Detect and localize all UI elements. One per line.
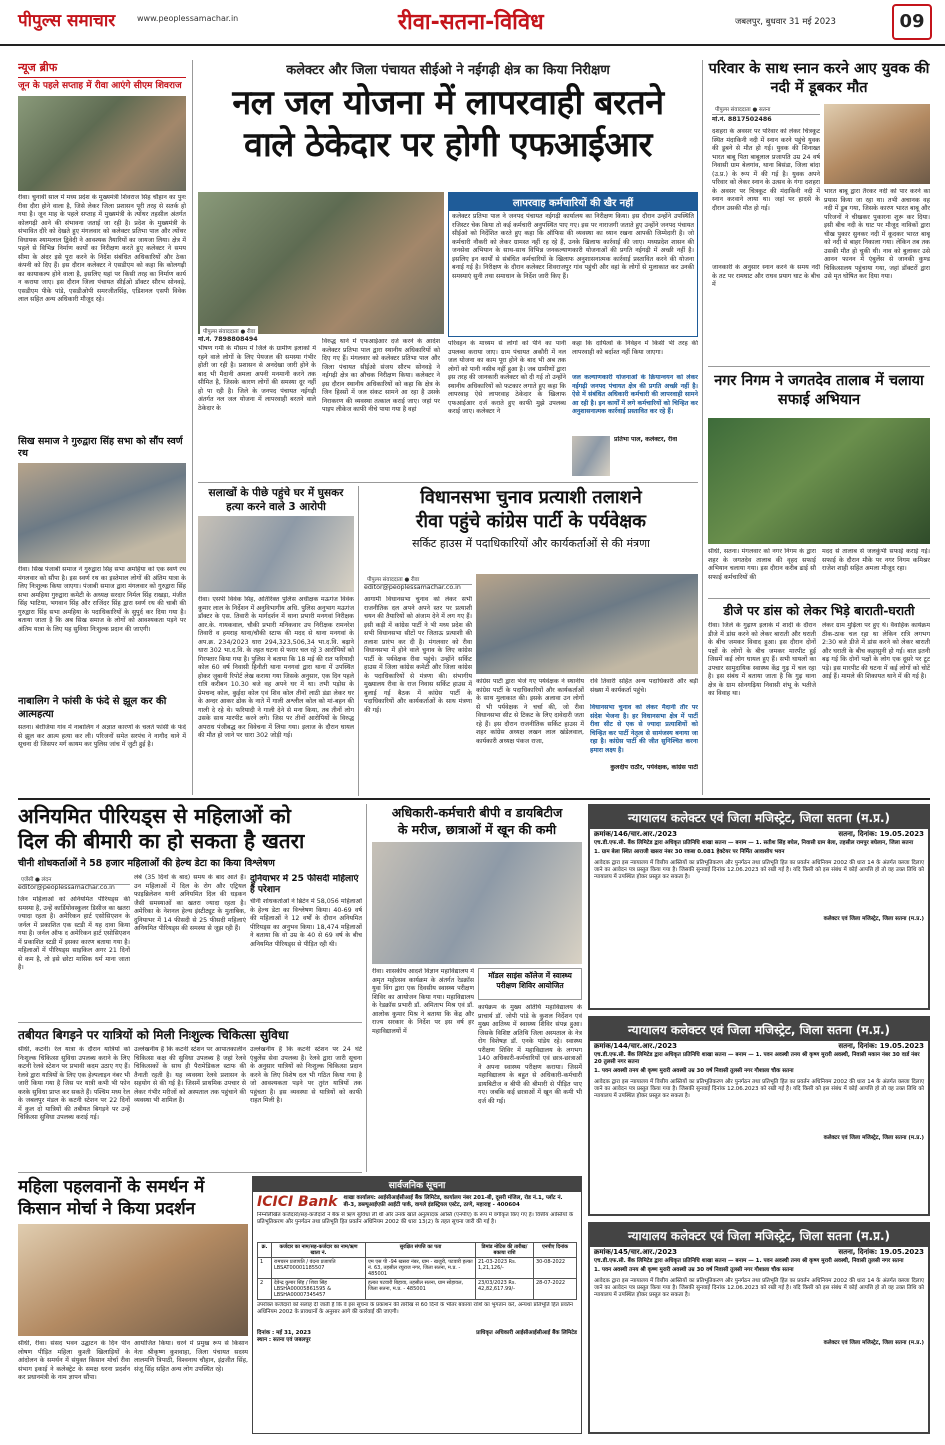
table-row xyxy=(258,1258,577,1279)
bp-body: कार्यक्रम के मुख्य अतिथि महाविद्यालय के प्राचार्य डॉ. जोपी पांडे के कुशल निर्देशन एवं मुख्य आतिथ्य में स्वास्थ्य शिविर संपन्न हुआ। जिसके विशिष्ट अतिथि जिला अस्पताल के नेत्र रोग विशेषज्ञ डॉ. एनके पांडेय रहे। स्वास्थ्य परीक्षण शिविर में महाविद्यालय के लगभग 140 अधिकारी-कर्मचारियों एवं छात्र-छात्राओं ने अपना स्वास्थ्य परीक्षण कराया। जिसमें महाविद्यालय के बहुत से अधिकारी-कर्मचारी डायबिटीज व बीपी की बीमारी से पीड़ित पाए गए। जबकि कई छात्राओं में खून की कमी भी दर्ज की गई। xyxy=(478,1004,582,1105)
court-body: आवेदक द्वारा इस न्यायालय में वित्तीय आस्तियों का प्रतिभूतिकरण और पुनर्गठन तथा प्रतिभूति हित का प्रवर्तन अधिनियम 2002 की धारा 14 के अंतर्गत कब्जा दिलाए जाने का आवेदन पत्र प्रस्तुत किया गया है। जिसकी सुनवाई दिनांक 12.06.2023 को रखी गई है। यदि किसी को इस संबंध में कोई आपत्ति हो तो वह उक्त तिथि को न्यायालय में उपस्थित होकर प्रस्तुत कर सकता है। xyxy=(594,860,924,880)
wrestlers-body: आयोजित किया। धरने में प्रमुख रूप से किसान नेता श्रीकृष्ण कुशवाहा, जिला पंचायत सदस्य लालमणि त्रिपाठी, विश्वनाथ चौहान, इंद्रजीत सिंह, संजू सिंह सहित अन्य लोग उपस्थित रहे। xyxy=(134,1340,248,1373)
lead-body: परिवहन के माध्यम से लोगों को पीने का पानी उपलब्ध कराया जाए। ग्राम पंचायत अकौरी में नल जल योजना का काम पूरा होने के बाद भी अब तक लोगों को पानी नसीब नहीं हुआ है। जब ग्रामीणों द्वारा इस तरह की जानकारी कलेक्टर को दी गई तो उन्होंने स्थानीय अधिकारियों को फटकार लगाते हुए कहा कि लापरवाह ऐसे लापरवाह ठेकेदार के खिलाफ एफआईआर दर्ज कराते हुए काफी मुझे उपलब्ध कराई जाए। कलेक्टर ने xyxy=(448,340,566,415)
icici-table xyxy=(257,1242,577,1300)
dj-story-headline: डीजे पर डांस को लेकर भिड़े बाराती-घराती xyxy=(723,603,915,618)
court-notice-title: न्यायालय कलेक्टर एवं जिला मजिस्ट्रेट, जिला सतना (म.प्र.) xyxy=(590,806,928,829)
table-row xyxy=(258,1279,577,1300)
court-notice-title: न्यायालय कलेक्टर एवं जिला मजिस्ट्रेट, जिला सतना (म.प्र.) xyxy=(590,1224,928,1247)
periods-byline: एजेंसी ● लंदन xyxy=(18,874,130,885)
court-date: सतना, दिनांक: 19.05.2023 xyxy=(838,1248,924,1256)
table-cell: 1 xyxy=(258,1258,272,1279)
brief-headline: जून के पहले सप्ताह में रीवा आएंगे सीएम शिवराज xyxy=(18,81,182,91)
dj-story-body: रीवा। जिले के गुढ़ाण इलाके में शादी के दौरान डीजे में डांस करने को लेकर बाराती और घराती के बीच जमकर विवाद हुआ। इस दौरान दोनों पक्षों के लोगों के बीच जमकर मारपीट हुई जिसमें कई लोग घायल हुए हैं। सभी घायलों का उपचार सामुदायिक स्वास्थ्य केंद्र गुढ़ में चल रहा है। इस संबंध में बताया जाता है कि गुढ़ थाना क्षेत्र के ग्राम सोनगढ़िया निवासी शंभू के भतीजे का विवाह था। xyxy=(708,622,816,697)
murder-story-headline: सलाखों के पीछे पहुंचे घर में घुसकर हत्या करने वाले 3 आरोपी xyxy=(208,487,344,513)
lead-photo-caption: पीपुल्स संवाददाता ● रीवा xyxy=(200,326,258,336)
lead-body: विरुद्ध थाने में एफआईआर दर्ज करने के आदेश कलेक्टर प्रतिभा पाल द्वारा स्थानीय अधिकारियों को दिए गए हैं। मंगलवार को कलेक्टर प्रतिभा पाल और जिला पंचायत सीईओ संजय सौरभ सोनवड़े ने नईगढ़ी क्षेत्र का औचक निरीक्षण किया। कलेक्टर ने इस दौरान स्थानीय अधिकारियों को कहा कि क्षेत्र के जिन हिस्सों में जल संकट सामने आ रहा है उसके निराकरण की व्यवस्था तत्काल कराई जाए। जहां पर पाइप लीकेज काफी नीचे पाया गया है वहां xyxy=(322,338,440,413)
quote-by: प्रतिभा पाल, कलेक्टर, रीवा xyxy=(614,436,678,443)
court-property: 1. पवन अवस्थी तनय श्री कृष्ण मुरारी अवस्थी उम्र 30 वर्ष निवासी तुलसी नगर गौशाला चौक सतना xyxy=(594,1068,794,1074)
table-header: एनपीए दिनांक xyxy=(534,1243,577,1258)
congress-photo-caption: रवि तिवारी सहित अन्य पदाधिकारी और बड़ी संख्या में कार्यकर्ता पहुंचे। xyxy=(590,678,698,694)
drowning-headline: परिवार के साथ स्नान करने आए युवक की नदी में डूबकर मौत xyxy=(708,61,930,96)
lead-headline: नल जल योजना में लापरवाही बरतने वाले ठेकेदार पर होगी एफआईआर xyxy=(232,83,664,165)
icici-notice-header: सार्वजनिक सूचना xyxy=(253,1177,581,1192)
murder-body: रीवा। एसपी विवेक सिंह, अतिरिक्त पुलिस अधीक्षक मऊगंज विवेक कुमार लाल के निर्देशन में अनुविभागीय अधि. पुलिस अनुभाग मऊगंज डॉक्टर के एस. तिवारी के मार्गदर्शन में थाना प्रभारी मनगवां निरीक्षक आर.के. गायकवाल, चौकी प्रभारी मनिकवार उप निरीक्षक रामनरेश तिवारी व हमराह थाना/चौकी स्टाफ की मदद से थाना मनगवां के अप.क्र. 234/2023 धारा 294,323,506,34 भा.द.वि. बढ़ाने धारा 302 भा.द.वि. के तहत घटना से फरार चल रहे 3 आरोपियों को गिरफ्तार किया गया है। पुलिस ने बताया कि 18 मई की रात फरियादी कोल 60 वर्ष निवासी हिनौती थाना मनगवां द्वारा थाना में उपस्थित होकर जुबानी रिपोर्ट लेख कराया गया जिसके अनुसार, एक दिन पहले रात्रि करीबन 10.30 बजे वह अपने घर में था। तभी पड़ोस के प्रेमचन्द कोल, कुईदा कोल एवं शिव कोल तीनों लाठी डंडा लेकर घर के अन्दर आकर ढोक के नाते में गाली अश्लील कोल को मां-बहन की गाली दे रहे थे। फरियादी ने गाली देने से मना किया, तब तीनों लोग उसके साथ मारपीट करने लगे। जिस पर तीनों आरोपियों के विरुद्ध अपराध पंजीबद्ध कर विवेचना में लिया गया। इलाज के दौरान घायल की मौत हो जाने पर धारा 302 जोड़ी गई। xyxy=(198,596,354,739)
brief-body: सतना। बेरोजिया गांव में नाबालिग ने अज्ञात कारणों के चलते फांसी के फंदे से झूल कर आत्म हत्या कर ली। परिजनों समेत सरपंच ने नागौद थाने में सूचना दी जिसपर मर्ग कायम कर पुलिस जांच में जुटी हुई है। xyxy=(18,724,186,748)
periods-story xyxy=(18,804,362,869)
congress-headline: विधानसभा चुनाव प्रत्याशी तलाशने रीवा पहुंचे कांग्रेस पार्टी के पर्यवेक्षक xyxy=(416,487,646,532)
news-brief-label: न्यूज ब्रीफ xyxy=(18,60,186,78)
drowning-photo xyxy=(824,104,930,184)
wrestlers-photo xyxy=(18,1224,248,1336)
brief-photo xyxy=(18,96,186,191)
brief-body: रीवा। सिख पंजाबी समाज ने गुरुद्वारा सिंह सभा अमहिया को एक स्वर्ण रथ मंगलवार को सौंपा है। इस स्वर्ण रथ का इस्तेमाल लोगों की अंतिम यात्रा के लिए निःशुल्क किया जाएगा। पंजाबी समाज द्वारा मंगलवार को गुरुद्वारा सिंह सभा अमहिया गुरुद्वारा कमेटी के अध्यक्ष सरदार निर्मल सिंह राखड़ा, मंजीत सिंह भाटिया, भगवान सिंह और राजिंदर सिंह द्वारा स्वर्ण रथ की चाबी की गुरुद्वारा सिंह सभा अमहिया के पदाधिकारियों के सुपुर्द कर दिया गया है। बताया जाता है कि अब सिख समाज के लोगों को आवश्यकता पड़ने पर अंतिम यात्रा के लिए यह सुविधा निःशुल्क प्रदान की जाएगी। xyxy=(18,566,186,633)
lead-photo xyxy=(198,192,444,334)
court-signature: कलेक्टर एवं जिला मजिस्ट्रेट, जिला सतना (म.प्र.) xyxy=(823,1135,924,1141)
icici-date: दिनांक : मई 31, 2023 xyxy=(257,1330,311,1336)
bp-headline: अधिकारी-कर्मचारी बीपी व डायबिटीज के मरीज, छात्राओं में खून की कमी xyxy=(391,805,563,837)
lead-quote xyxy=(572,374,698,478)
lead-sub-box xyxy=(448,192,698,337)
congress-quote xyxy=(590,704,698,794)
drowning-body: जानकारी के अनुसार स्नान करने के समय नदी के तट पर रामघाट और राघव प्रयाग घाट के बीच में xyxy=(712,264,820,288)
table-header: डिमांड नोटिस की तारीख/बकाया राशि xyxy=(476,1243,534,1258)
court-signature: कलेक्टर एवं जिला मजिस्ट्रेट, जिला सतना (म.प्र.) xyxy=(823,1340,924,1346)
page-number: 09 xyxy=(892,4,932,40)
rail-body: सीधी, कटनी। रेल यात्रा के दौरान यात्रियों को निःशुल्क चिकित्सा सुविधा उपलब्ध कराने के लिए कटनी रेलवे स्टेशन पर प्रभावी कदम उठाए गए हैं। रेलवे द्वारा यात्रियों के लिए एक हेल्पलाइन नंबर भी जारी किया गया है जिस पर यात्री कभी भी फोन करके सुविधा प्राप्त कर सकते हैं। पश्चिम मध्य रेल के जबलपुर मंडल के कटनी स्टेशन पर 22 दिनों में कुल दो यात्रियों की तबीयत बिगड़ने पर उन्हें चिकित्सा सुविधा उपलब्ध कराई गई। xyxy=(18,1046,130,1121)
court-date: सतना, दिनांक: 19.05.2023 xyxy=(838,830,924,838)
congress-byline: पीपुल्स संवाददाता ● रीवा xyxy=(364,574,472,585)
congress-story xyxy=(364,486,698,551)
table-header: क्र. xyxy=(258,1243,272,1258)
periods-email: editor@peoplessamachar.co.in xyxy=(18,884,115,891)
drowning-body: दशहरा के अवसर पर परिवार को लेकर चित्रकूट स्थित मंदाकिनी नदी में स्नान करने पहुंचे युवक की डूबने से मौत हो गई। युवक की शिनाख्त भारत बाबू पिता बाबूलाल प्रजापति उम्र 24 वर्ष निवासी ग्राम बेलगांव, थाना बिसंडा, जिला बांदा (उ.प्र.) के रूप में की गई है। युवक अपने परिवार को लेकर स्नान के उत्सव के गंगा दशहरा के अवसर पर चित्रकूट की मंदाकिनी नदी में स्नान करवाने लाया था। जहां पर हादसे के दौरान उसकी मौत हो गई। xyxy=(712,128,820,212)
bp-body: रीवा। शासकीय आदर्श विज्ञान महाविद्यालय में अमृत महोत्सव कार्यक्रम के अंतर्गत रेडक्रॉस युवा विंग द्वारा एक दिवसीय स्वास्थ्य परीक्षण शिविर का आयोजन किया गया। महाविद्यालय के रेडक्रॉस प्रभारी डॉ. अमिताभ मिश्र एवं डॉ. आलोक कुमार मिश्र ने बताया कि केंद्र और राज्य सरकार के निर्देश पर इस वर्ष हर महाविद्यालयों में xyxy=(372,968,474,1035)
lead-kicker: कलेक्टर और जिला पंचायत सीईओ ने नईगढ़ी क्षेत्र का किया निरीक्षण xyxy=(286,63,610,78)
nagar-nigam-body: मदद से तालाब से जलकुंभी सफाई कराई गई। सफाई के दौरान मौके पर नगर निगम कमिश्नर राजेश शाही सहित अमला मौजूद रहा। xyxy=(822,548,930,572)
table-cell: 23/03/2023 Rs. 42,82,617.99/- xyxy=(476,1279,534,1300)
sub-box-body: कलेक्टर प्रतिभा पाल ने जनपद पंचायत नईगढ़ी कार्यालय का निरीक्षण किया। इस दौरान उन्होंने उपस्थिति रजिस्टर चेक किया तो कई कर्मचारी अनुपस्थित पाए गए। इस पर नाराजगी जताते हुए उन्होंने जनपद पंचायत सीईओ को निर्देशित करते हुए कहा कि ऑफिस की व्यवस्था का ध्यान रखना आपकी जिम्मेदारी है। जो कर्मचारी नौकरी को लेकर ग्रामस्त नहीं रह रहे हैं, उनके खिलाफ कार्रवाई की जाए। मध्यप्रदेश शासन की जनसेवा अभियान के साथ-साथ विभिन्न जनकल्याणकारी योजनाओं की प्रगति नईगढ़ी में अच्छी नहीं है। इसलिए इन कार्यों से संबंधित कर्मचारियों के खिलाफ अनुशासनात्मक कार्रवाई प्रस्तावित करने की योजना बनाई गई है। निरीक्षण के दौरान कलेक्टर शिवराजपुर गांव पहुंची और वहां के लोगों से मुलाकात कर उनकी समस्याएं सुनी तथा समाधान के निर्देश जारी किए हैं। xyxy=(452,213,694,280)
sub-box-head: लापरवाह कर्मचारियों की खैर नहीं xyxy=(449,193,697,211)
bp-story xyxy=(372,804,582,838)
lead-body: कहा कि दायित्वों के निर्वहन में किसी भी तरह की लापरवाही को बर्दाश्त नहीं किया जाएगा। xyxy=(572,340,698,356)
congress-subhead: सर्किट हाउस में पदाधिकारियों और कार्यकर्ताओं से की मंत्रणा xyxy=(412,537,650,550)
wrestlers-body: सीधी, रीवा। संसद भवन उद्घाटन के दिन पीन लोषण पीड़ित महिला कुश्ती खिलाड़ियों के आंदोलन के समर्थन में संयुक्त किसान मोर्चा रीवा संभाग इकाई ने कलेक्ट्रेट के समक्ष धरना प्रदर्शन कर प्रधानमंत्री के नाम ज्ञापन सौंपा। xyxy=(18,1340,130,1381)
congress-body: आगामी विधानसभा चुनाव को लेकर सभी राजनीतिक दल अपने अपने स्तर पर प्रत्याशी चयन की तैयारियों को अंजाम देने में लग गए हैं। इसी कड़ी में कांग्रेस पार्टी ने भी मध्य प्रदेश की सभी विधानसभा सीटों पर जिताऊ प्रत्याशी की तलाश प्रारंभ कर दी है। मंगलवार को रीवा विधानसभा में होने वाले चुनाव के लिए कांग्रेस पार्टी के पर्यवेक्षक रीवा पहुंचे। उन्होंने सर्किट हाउस में जिला कांग्रेस कमेटी और जिला कांग्रेस के पदाधिकारियों से मंत्रणा की। संभागीय मुख्यालय रीवा के राज निवास सर्किट हाउस में बुलाई गई बैठक में कांग्रेस पार्टी के पदाधिकारियों और कार्यकर्ताओं के साथ मंत्रणा की गई। xyxy=(364,596,472,714)
table-cell: 28-07-2022 xyxy=(534,1279,577,1300)
nagar-nigam-story xyxy=(708,372,930,410)
congress-photo xyxy=(476,574,698,674)
icici-notice xyxy=(252,1176,582,1434)
wrestlers-story xyxy=(18,1176,248,1220)
court-date: सतना, दिनांक: 19.05.2023 xyxy=(838,1042,924,1050)
periods-box-body: चीनी शोधकर्ताओं ने ब्रिटेन में 58,056 महिलाओं के हेल्थ डेटा का विश्लेषण किया। 40-69 वर्ष की महिलाओं ने 12 वर्षों के दौरान अनियमित पीरियड्स का अनुभव किया। 18,474 महिलाओं ने बताया कि वो उम्र के 40 से 69 वर्ष के बीच अनियमित पीरियड्स से पीड़ित रही थी। xyxy=(250,898,362,948)
icici-address: शाखा कार्यालय: आईसीआईसीआई बैंक लिमिटेड, कार्यालय नंबर 201-बी, दूसरी मंजिल, रोड नं.1, प्लॉट नं. बी-3, डब्ल्यूआईएफ़ी आईटी पार्क, वागले इंडस्ट्रियल एस्टेट, ठाणे, महाराष्ट्र - 400604 xyxy=(343,1195,563,1208)
bp-inset: मॉडल साइंस कॉलेज में स्वास्थ्य परीक्षण शिविर आयोजित xyxy=(478,968,582,1000)
icici-place: स्थान : सतना एवं जबलपुर xyxy=(257,1337,311,1343)
brief-headline: नाबालिग ने फांसी के फंदे से झूल कर की आत्महत्या xyxy=(18,696,167,720)
brief-headline: सिख समाज ने गुरुद्वारा सिंह सभा को सौंप स्वर्ण रथ xyxy=(18,436,183,459)
court-parties: एच.डी.एफ.सी. बैंक लिमिटेड द्वारा अधिकृत प्रतिनिधि शाखा सतना — बनाम — 1. पवन अवस्थी तनय श्री कृष्ण मुरारी अवस्थी, निवासी तुलसी नगर सतना xyxy=(594,1258,904,1264)
quote-text: जल कल्याणकारी योजनाओं के क्रियान्वयन को लेकर नईगढ़ी जनपद पंचायत क्षेत्र की प्रगति अच्छी नहीं है। ऐसे में संबंधित अधिकारी कर्मचारी की लापरवाही सामने आ रही है। इन कार्यों में लगे कर्मचारियों को चिन्हित कर अनुशासनात्मक कार्रवाई प्रस्तावित कर रहे हैं। xyxy=(572,374,698,415)
court-property: 1. पवन अवस्थी तनय श्री कृष्ण मुरारी अवस्थी उम्र 30 वर्ष निवासी तुलसी नगर गौशाला चौक सतना xyxy=(594,1267,794,1273)
court-body: आवेदक द्वारा इस न्यायालय में वित्तीय आस्तियों का प्रतिभूतिकरण और पुनर्गठन तथा प्रतिभूति हित का प्रवर्तन अधिनियम 2002 की धारा 14 के अंतर्गत कब्जा दिलाए जाने का आवेदन पत्र प्रस्तुत किया गया है। जिसकी सुनवाई दिनांक 12.06.2023 को रखी गई है। यदि किसी को इस संबंध में कोई आपत्ति हो तो वह उक्त तिथि को न्यायालय में उपस्थित होकर प्रस्तुत कर सकता है। xyxy=(594,1278,924,1298)
nagar-nigam-photo xyxy=(708,418,930,544)
table-cell: हल्का पटवारी बिहावा, तहसील सतना, ग्राम सोहावल, जिला सतना, म.प्र. - 485001 xyxy=(366,1279,476,1300)
rail-headline: तबीयत बिगड़ने पर यात्रियों को मिली निःशुल्क चिकित्सा सुविधा xyxy=(18,1028,289,1042)
periods-body: जिन महिलाओं को अनियमित पीरियड्स की समस्या है, उन्हें कार्डियोवस्कुलर डिसीज का खतरा ज्यादा रहता है। अमेरिकन हार्ट एसोसिएशन के जर्नल में प्रकाशित एक स्टडी में यह दावा किया गया है। जर्नल ऑफ द अमेरिकन हार्ट एसोसिएशन में प्रकाशित स्टडी में इसका कारण बताया गया है। महिलाओं में पीरियड्स साइकिल अगर 21 दिनों से कम है, तो इसे छोटा मासिक धर्म माना जाता है। xyxy=(18,896,130,971)
masthead xyxy=(0,0,945,46)
court-body: आवेदक द्वारा इस न्यायालय में वित्तीय आस्तियों का प्रतिभूतिकरण और पुनर्गठन तथा प्रतिभूति हित का प्रवर्तन अधिनियम 2002 की धारा 14 के अंतर्गत कब्जा दिलाए जाने का आवेदन पत्र प्रस्तुत किया गया है। जिसकी सुनवाई दिनांक 12.06.2023 को रखी गई है। यदि किसी को इस संबंध में कोई आपत्ति हो तो वह उक्त तिथि को न्यायालय में उपस्थित होकर प्रस्तुत कर सकता है। xyxy=(594,1079,924,1099)
table-cell: 21-03-2023 Rs. 1,21,126/- xyxy=(476,1258,534,1279)
rail-body: उल्लेखनीय है कि कटनी स्टेशन पर आपातकालीन चिकित्सा कक्ष की सुविधा उपलब्ध है जहां रेलवे चिकित्सकों के साथ ही पैरामेडिकल स्टाफ की तैनाती रहती है। यह व्यवस्था रेलवे प्रशासन के सहयोग से की गई है। जिसमें प्राथमिक उपचार से लेकर गंभीर मरीजों को अस्पताल तक पहुंचाने की व्यवस्था भी शामिल है। xyxy=(134,1046,246,1104)
drowning-story xyxy=(708,60,930,98)
dj-story-body: लेकर ग्राम मुढ़िला पर हुए थे। वैवाहिक कार्यक्रम ठीक-ठाक चल रहा था लेकिन रात्रि लगभग 2:30 बजे डीजे में डांस करने को लेकर बाराती और घराती के बीच कहासुनी हो गई। बात इतनी बढ़ गई कि दोनों पक्षों के लोग एक दूसरे पर टूट पड़े। इस मारपीट की घटना में कई लोगों को चोटें आई हैं। मामले की शिकायत थाने में की गई है। xyxy=(822,622,930,680)
periods-subhead: चीनी शोधकर्ताओं ने 58 हजार महिलाओं की हेल्थ डेटा का किया विश्लेषण xyxy=(18,858,275,869)
court-signature: कलेक्टर एवं जिला मजिस्ट्रेट, जिला सतना (म.प्र.) xyxy=(823,916,924,922)
icici-logo: ICICI Bank xyxy=(257,1194,338,1210)
periods-body: लंबे (35 दिनों के बाद) समय के बाद आते हैं। उन महिलाओं में दिल के रोग और एट्रियल फाइब्रिलेशन यानी अनियमित दिल की धड़कन जैसी समस्याओं का खतरा ज्यादा रहता है। अमेरिका के नेशनल हेल्थ इंस्टीट्यूट के मुताबिक, दुनियाभर में 14 फीसदी से 25 फीसदी महिलाएं अनियमित पीरियड्स की समस्या से जूझ रही हैं। xyxy=(134,874,246,932)
quote-text: विधानसभा चुनाव को लेकर मैदानी तौर पर संदेश भेजना है। हर विधानसभा क्षेत्र में पार्टी रीवा सीट से एक से ज्यादा प्रत्याशियों को चिन्हित कर पार्टी नेतृत्व से सामंजस्य बनाया जा रहा है। कांग्रेस पार्टी की जीत सुनिश्चित करना हमारा लक्ष्य है। xyxy=(590,704,698,754)
quote-by: कुलदीप राठौर, पर्यवेक्षक, कांग्रेस पार्टी xyxy=(610,764,698,771)
drowning-body: भारत बाबू द्वारा तैरकर नदी को पार करने का प्रयास किया जा रहा था। तभी अचानक वह नदी में डूब गया, जिसके कारण भारत बाबू और परिजनों ने चीखकर पुकारना शुरू कर दिया। इसी बीच नदी के घाट पर मौजूद नाविकों द्वारा चीख पुकार सुनकर नदी में कूदकर भारत बाबू को नदी से बाहर निकाला गया। लेकिन तब तक उसकी मौत हो चुकी थी। नाव को बुलाकर उसे आनन फानन में एंबुलेंस से जानकी कुण्ड चिकित्सालय पहुंचाया गया, जहां डॉक्टरों द्वारा उसे मृत घोषित कर दिया गया। xyxy=(824,188,930,280)
icici-signatory: प्राधिकृत अधिकारी आईसीआईसीआई बैंक लिमिटेड xyxy=(476,1330,577,1336)
congress-body: कांग्रेस पार्टी द्वारा भेजे गए पर्यवेक्षक ने स्थानीय कांग्रेस पार्टी के पदाधिकारियों और कार्यकर्ताओं के साथ मुलाकात की। इसके अलावा उन लोगों से भी पर्यवेक्षक ने चर्चा की, जो रीवा विधानसभा सीट से टिकट के लिए दावेदारी जता रहे हैं। इस दौरान राजनीतिक सर्किट हाउस में शहर कांग्रेस अध्यक्ष लखन लाल खंडेलवाल, कार्यकारी अध्यक्ष पंकज राजा, xyxy=(476,678,584,745)
table-cell: 30-08-2022 xyxy=(534,1258,577,1279)
murder-photo xyxy=(198,516,354,592)
court-parties: एच.डी.एफ.सी. बैंक लिमिटेड द्वारा अधिकृत प्रतिनिधि शाखा सतना — बनाम — 1. पवन अवस्थी तनय श्री कृष्ण मुरारी अवस्थी, निवासी मकान नंबर 30 वार्ड नंबर 20 तुलसी नगर सतना xyxy=(594,1052,920,1065)
brief-photo xyxy=(18,463,186,563)
bp-photo xyxy=(372,842,582,964)
court-parties: एच.डी.एफ.सी. बैंक लिमिटेड द्वारा अधिकृत प्रतिनिधि शाखा सतना — बनाम — 1. सतीश सिंह बघेल, निवासी ग्राम बेला, तहसील रामपुर बघेलान, जिला सतना xyxy=(594,840,914,846)
table-header: कर्जदार का नाम/सह-कर्जदार का नाम/ऋण खाता नं. xyxy=(272,1243,366,1258)
periods-box xyxy=(250,874,362,1018)
court-case-no: क्रमांक/145/चार.आर./2023 xyxy=(594,1248,677,1256)
court-notice xyxy=(588,1222,930,1434)
lead-body: भीषण गर्मी के मौसम में जिले के ग्रामीण इलाकों में रहने वाले लोगों के लिए पेयजल की समस्या गंभीर होती जा रही है। प्रशासन से अनदेखा जारी होने के बाद भी मैदानी अमला अपनी मनमानी करने तक सीमित है, जिसके कारण लोगों की समस्या दूर नहीं हो पा रही है। जिले के जनपद पंचायत नईगढ़ी अंतर्गत नल जल योजना में लापरवाही बरतने वाले ठेकेदार के xyxy=(198,345,316,412)
periods-box-head: दुनियाभर में 25 फीसदी महिलाएं हैं परेशान xyxy=(250,874,359,895)
table-cell: 2 xyxy=(258,1279,272,1300)
court-case-no: क्रमांक/146/चार.आर./2023 xyxy=(594,830,677,838)
court-notice-title: न्यायालय कलेक्टर एवं जिला मजिस्ट्रेट, जिला सतना (म.प्र.) xyxy=(590,1018,928,1041)
lead-reporter-mobile: मो.नं. 7898808494 xyxy=(198,336,258,343)
court-notice xyxy=(588,804,930,1010)
news-brief xyxy=(18,60,186,795)
icici-intro: निम्नलिखित कर्जदारों/सह-कर्जदारों ने बैंक से ऋण सुविधा ली थी और उनके खाते अनुत्पादक आस्ति (एनपीए) के रूप में वर्गीकृत किए गए हैं। वित्तीय आस्तियों के प्रतिभूतिकरण और पुनर्गठन तथा प्रतिभूति हित प्रवर्तन अधिनियम 2002 की धारा 13(2) के तहत सूचना जारी की गई है। xyxy=(257,1212,574,1225)
paper-name: पीपुल्स समाचार xyxy=(18,11,116,31)
table-header: सुरक्षित संपत्ति का पता xyxy=(366,1243,476,1258)
rail-body: उल्लेखनीय है कि कटनी स्टेशन पर 24 घंटे एंबुलेंस सेवा उपलब्ध है। रेलवे द्वारा जारी सूचना के अनुसार यात्रियों को निःशुल्क चिकित्सा प्रदान करने के लिए विशेष दल भी गठित किया गया है जो आवश्यकता पड़ने पर तुरंत यात्रियों तक पहुंचता है। इस व्यवस्था से यात्रियों को काफी राहत मिली है। xyxy=(250,1046,362,1104)
brief-body: रीवा। चुनावी साल में मध्य प्रदेश के मुख्यमंत्री शिवराज सिंह चौहान का पुनः रीवा दौरा होने वाला है, जिसे लेकर जिला प्रशासन पूरी तरह से सतर्क हो गया है। जून माह के पहले सप्ताह में मुख्यमंत्री के त्योंथर तहसील अंतर्गत कोलगढ़ी आने की संभावना जताई जा रही है। प्रदेश के मुख्यमंत्री के संभावित दौरे को देखते हुए मंगलवार को कलेक्टर प्रतिभा पाल और त्योंथर विधायक श्यामलाल द्विवेदी ने आवश्यक तैयारियों का जायजा लिया। क्षेत्र में पहले से विभिन्न निर्माण कार्यों का निरीक्षण करते हुए कलेक्टर ने समय सीमा के अंदर इसे पूरा करने के निर्देश संबंधित अधिकारियों और ठेका कंपनी को दिए हैं। इस दौरान कलेक्टर ने एसडीएम को कहा कि कोलगढ़ी का कायाकल्प होने वाला है, इसलिए यहां पर किसी तरह का निर्माण कार्य न कराया जाए। इस दौरान जिला पंचायत सीईओ डॉक्टर सौरभ सोनवड़े, एसडीएम पीके पांडे, एसडीओपी समरजीतसिंह, एडिशनल एसपी विवेक लाल सहित अन्य अधिकारी मौजूद रहे। xyxy=(18,194,186,303)
website: www.peoplessamachar.in xyxy=(137,14,239,23)
dateline: जबलपुर, बुधवार 31 मई 2023 xyxy=(735,17,836,27)
court-notice xyxy=(588,1016,930,1216)
section-title: रीवा-सतना-विविध xyxy=(398,10,544,35)
court-property: 1. ग्राम बेला स्थित आराजी खसरा नंबर 30 रकबा 0.081 हेक्टेयर पर निर्मित आवासीय भवन xyxy=(594,849,785,855)
icici-footer: उपरोक्त कर्जदारों को सलाह दी जाती है कि वे इस सूचना के प्रकाशन की तारीख से 60 दिनों के भीतर बकाया राशि का भुगतान करें, अन्यथा प्रतिभूति हित प्रवर्तन अधिनियम 2002 के प्रावधानों के अनुसार आगे की कार्रवाई की जाएगी। xyxy=(257,1302,573,1315)
nagar-nigam-body: सीधी, सतना। मंगलवार को नगर निगम के द्वारा शहर के जगतदेव तालाब की वृहद सफाई अभियान चलाया गया। इस दौरान करीब ढाई सौ सफाई कर्मचारियों की xyxy=(708,548,816,581)
court-case-no: क्रमांक/144/चार.आर./2023 xyxy=(594,1042,677,1050)
table-cell: देवेन्द्र कुमार सिंह / शिवा सिंह LBSHA00005861595 & LBSHA00007345457 xyxy=(272,1279,366,1300)
quote-photo xyxy=(572,436,610,476)
drowning-mobile: मो.नं. 8817502486 xyxy=(712,116,772,123)
periods-headline: अनियमित पीरियड्स से महिलाओं को दिल की बीमारी का हो सकता है खतरा xyxy=(18,804,305,853)
nagar-nigam-headline: नगर निगम ने जगतदेव तालाब में चलाया सफाई अभियान xyxy=(714,373,924,408)
wrestlers-headline: महिला पहलवानों के समर्थन में किसान मोर्चा ने किया प्रदर्शन xyxy=(18,1177,205,1219)
congress-email: editor@peoplessamachar.co.in xyxy=(364,584,461,591)
drowning-byline: पीपुल्स संवाददाता ● सतना xyxy=(712,104,820,115)
table-cell: एम एस पी -94 खसरा नंबर, ग्राम - खजुरी, पटवारी हल्का नं. 63, तहसील रघुराज नगर, जिला सतना, म.प्र. - 485001 xyxy=(366,1258,476,1279)
table-cell: रामचरन प्रजापति / वंदना प्रजापति LBSAT00001185507 xyxy=(272,1258,366,1279)
